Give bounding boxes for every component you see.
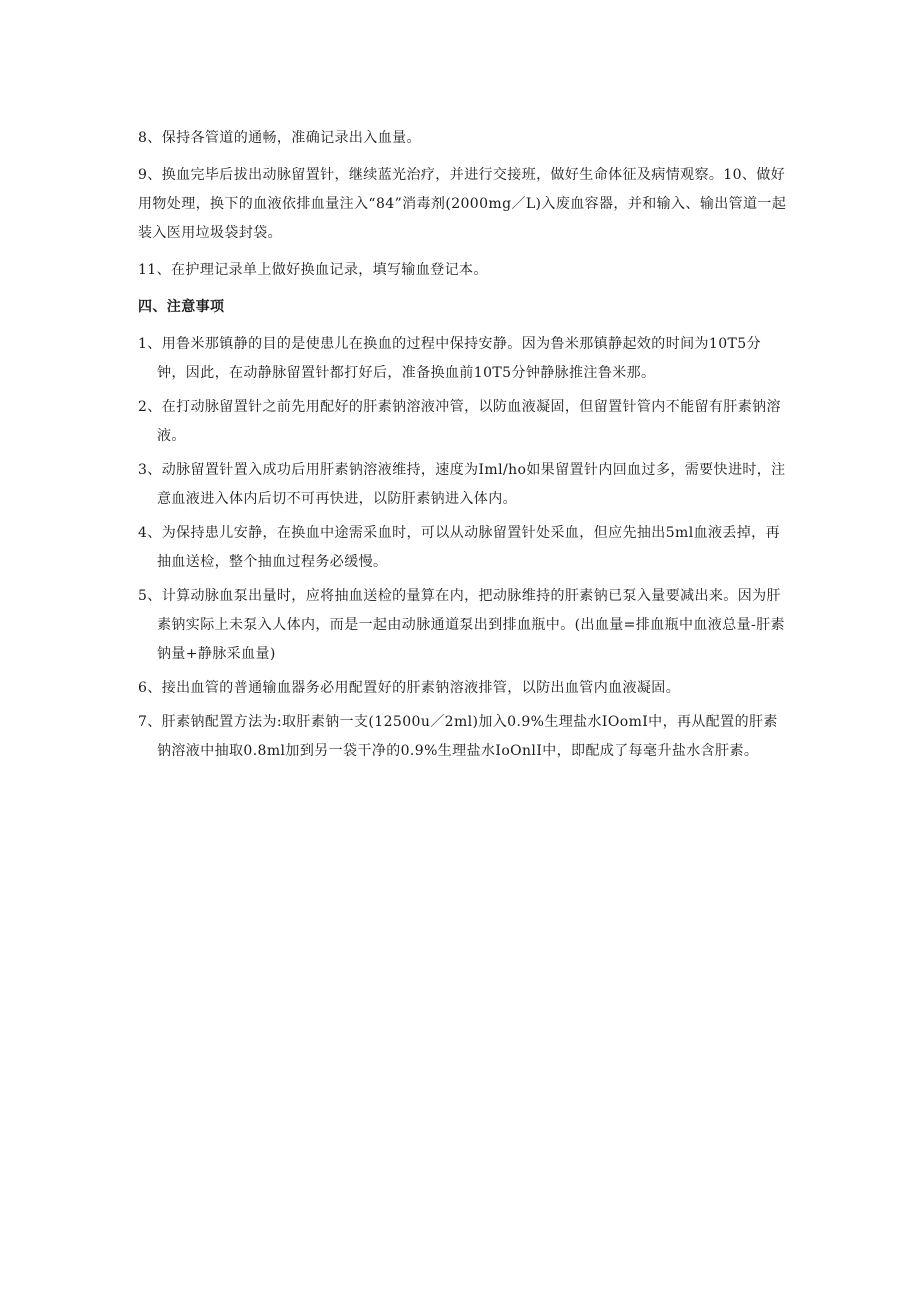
section-heading: 四、注意事项 [138, 299, 225, 315]
note-item-5: 5、计算动脉血泵出量时，应将抽血送检的量算在内，把动脉维持的肝素钠已泵入量要减出来。因为肝素钠实际上未泵入人体内，而是一起由动脉通道泵出到排血瓶中。(出血量=排血瓶中血液总量-肝素钠量+静脉采血量) [138, 588, 785, 662]
note-item-4: 4、为保持患儿安静，在换血中途需采血时，可以从动脉留置针处采血，但应先抽出5ml血液丢掉，再抽血送检，整个抽血过程务必缓慢。 [138, 525, 780, 570]
note-item-6: 6、接出血管的普通输血器务必用配置好的肝素钠溶液排管，以防出血管内血液凝固。 [138, 680, 681, 696]
document-page [138, 124, 788, 771]
note-item-2: 2、在打动脉留置针之前先用配好的肝素钠溶液冲管，以防血液凝固，但留置针管内不能留有肝素钠溶液。 [138, 399, 781, 444]
note-item-7: 7、肝素钠配置方法为:取肝素钠一支(12500u／2ml)加入0.9%生理盐水IOomI中，再从配置的肝素钠溶液中抽取0.8ml加到另一袋干净的0.9%生理盐水IoOnlI中，即配成了每毫升盐水含肝素。 [138, 714, 778, 759]
paragraph-item-11: 11、在护理记录单上做好换血记录，填写输血登记本。 [138, 262, 488, 278]
note-item-3: 3、动脉留置针置入成功后用肝素钠溶液维持，速度为Iml/ho如果留置针内回血过多，需要快进时，注意血液进入体内后切不可再快进，以防肝素钠进入体内。 [138, 462, 786, 507]
note-item-1: 1、用鲁米那镇静的目的是使患儿在换血的过程中保持安静。因为鲁米那镇静起效的时间为10T5分钟，因此，在动静脉留置针都打好后，准备换血前10T5分钟静脉推注鲁米那。 [138, 336, 761, 381]
paragraph-item-9-10: 9、换血完毕后拔出动脉留置针，继续蓝光治疗，并进行交接班，做好生命体征及病情观察。10、做好用物处理，换下的血液依排血量注入“84”消毒剂(2000mg／L)入废血容器，并和输入、输出管道一起装入医用垃圾袋封袋。 [138, 167, 787, 241]
paragraph-item-8: 8、保持各管道的通畅，准确记录出入血量。 [138, 130, 421, 146]
